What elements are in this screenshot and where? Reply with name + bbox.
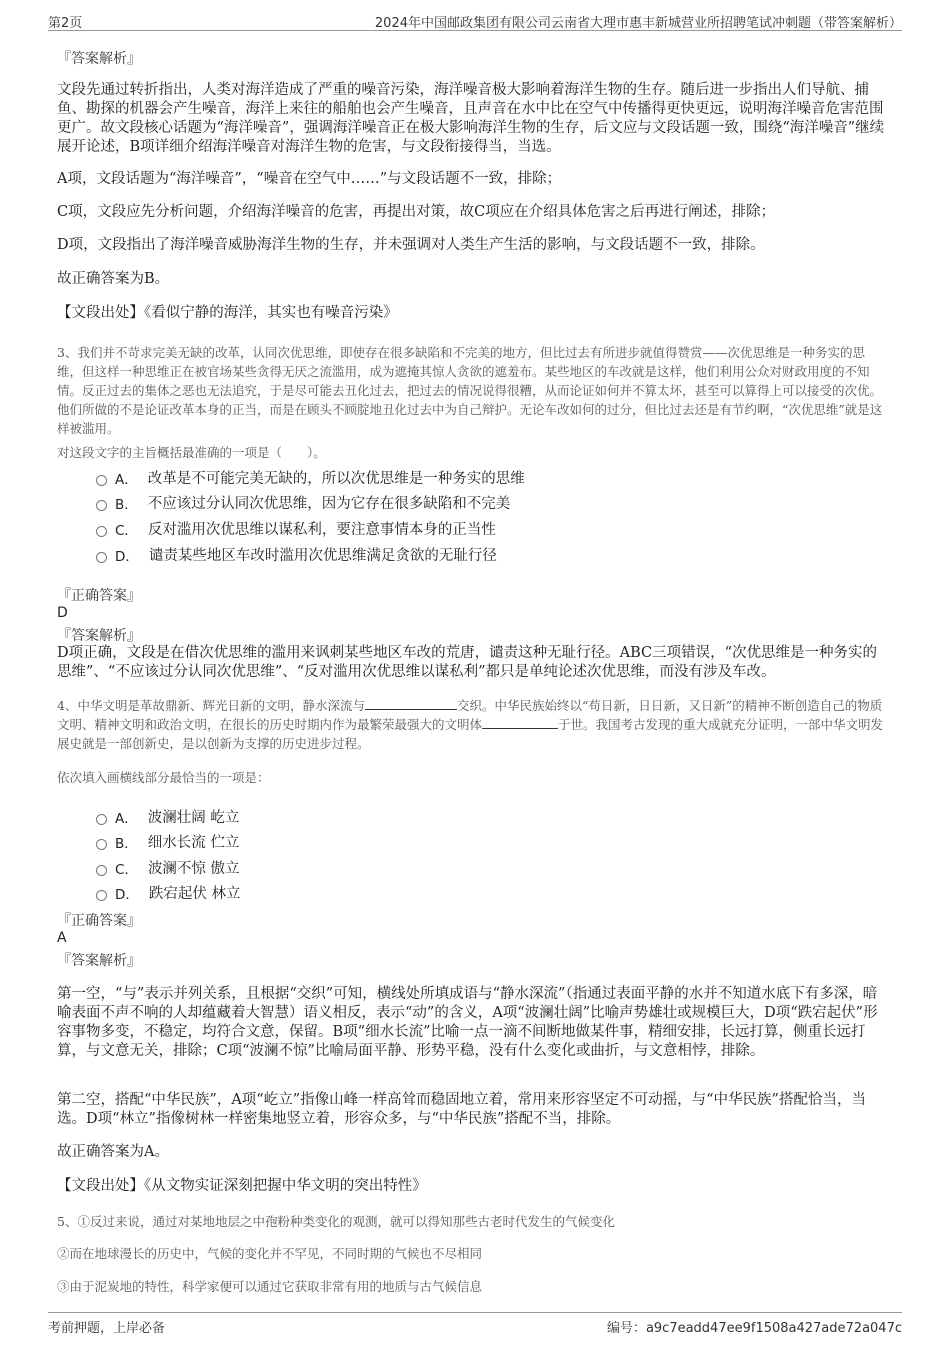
q3-analysis: D项正确，文段是在借次优思维的滥用来讽刺某些地区车改的荒唐，谴责这种无耻行径。ABC三项错误，“次优思维是一种务实的思维”、“不应该过分认同次优思维”、“反对滥用次优思维以谋私利”都只是单纯论述次优思维，而没有涉及车改。	[57, 645, 878, 680]
q2-option-c-analysis: C项，文段应先分析问题，介绍海洋噪音的危害，再提出对策，故C项应在介绍具体危害之后再进行阐述，排除；	[57, 204, 776, 220]
q5-sentence-1: 5、①反过来说，通过对某地地层之中孢粉种类变化的观测，就可以得知那些古老时代发生的气候变化	[57, 1214, 615, 1229]
page-header	[48, 8, 902, 31]
q4-option-c[interactable]: C． 波澜不惊 傲立	[96, 857, 240, 878]
page-number: 第2页	[48, 16, 83, 31]
q3-correct-answer: D	[57, 605, 68, 621]
q4-question: 依次填入画横线部分最恰当的一项是：	[57, 770, 270, 785]
radio-icon[interactable]	[96, 475, 107, 486]
q5-sentence-2: ②而在地球漫长的历史中，气候的变化并不罕见，不同时期的气候也不尽相同	[57, 1246, 483, 1261]
q5-sentence-3: ③由于泥炭地的特性，科学家便可以通过它获取非常有用的地质与古气候信息	[57, 1279, 483, 1294]
q3-option-d[interactable]: D． 谴责某些地区车改时滥用次优思维满足贪欲的无耻行径	[96, 544, 497, 565]
blank-line	[482, 716, 558, 729]
q2-source: 【文段出处】《看似宁静的海洋，其实也有噪音污染》	[57, 305, 398, 321]
document-title: 2024年中国邮政集团有限公司云南省大理市惠丰新城营业所招聘笔试冲刺题（带答案解析）	[374, 16, 902, 31]
radio-icon[interactable]	[96, 839, 107, 850]
q4-correct-label: 『正确答案』	[57, 913, 141, 929]
q4-analysis-second-blank: 第二空，搭配“中华民族”，A项“屹立”指像山峰一样高耸而稳固地立着，常用来形容坚定不可动摇，与“中华民族”搭配恰当，当选。D项“林立”指像树林一样密集地竖立着，形容众多，与“中华民族”搭配不当，排除。	[57, 1092, 866, 1127]
q3-correct-label: 『正确答案』	[57, 588, 141, 604]
q2-conclusion: 故正确答案为B。	[57, 271, 170, 287]
q3-option-b[interactable]: B． 不应该过分认同次优思维，因为它存在很多缺陷和不完美	[96, 492, 510, 513]
q3-stem: 3、我们并不苛求完美无缺的改革，认同次优思维，即使存在很多缺陷和不完美的地方，但比过去有所进步就值得赞赏——次优思维是一种务实的思维，但这样一种思维正在被官场某些贪得无厌之流滥用，成为遮掩其惊人贪欲的遮羞布。某些地区的车改就是这样，他们利用公众对财政用度的不知情。反正过去的集体之恶也无法追究，于是尽可能去丑化过去，把过去的情况说得很糟，从而论证如何并不算太坏，甚至可以算得上可以接受的次优。他们所做的不是论证改革本身的正当，而是在顾头不顾腚地丑化过去中为自己辩护。无论车改如何的过分，但比过去还是有节约啊，“次优思维”就是这样被滥用。	[57, 345, 883, 436]
q4-stem: 4、中华文明是革故鼎新、辉光日新的文明，静水深流与 交织。中华民族始终以“苟日新，日日新，又日新”的精神不断创造自己的物质文明、精神文明和政治文明，在很长的历史时期内作为最繁荣最强大的文明体 于世。我国考古发现的重大成就充分证明，一部中华文明发展史就是一部创新史，是以创新为支撑的历史进步过程。	[57, 698, 884, 751]
radio-icon[interactable]	[96, 500, 107, 511]
radio-icon[interactable]	[96, 552, 107, 563]
radio-icon[interactable]	[96, 890, 107, 901]
q4-option-d[interactable]: D． 跌宕起伏 林立	[96, 882, 241, 903]
radio-icon[interactable]	[96, 526, 107, 537]
document-id: 编号：a9c7eadd47ee9f1508a427ade72a047c	[606, 1321, 902, 1336]
q4-analysis-label: 『答案解析』	[57, 953, 141, 969]
radio-icon[interactable]	[96, 865, 107, 876]
q4-conclusion: 故正确答案为A。	[57, 1144, 169, 1160]
q4-option-a[interactable]: A． 波澜壮阔 屹立	[96, 806, 239, 827]
q2-option-d-analysis: D项，文段指出了海洋噪音威胁海洋生物的生存，并未强调对人类生产生活的影响，与文段话题不一致，排除。	[57, 237, 765, 253]
q4-source: 【文段出处】《从文物实证深刻把握中华文明的突出特性》	[57, 1178, 427, 1194]
q4-correct-answer: A	[57, 930, 67, 946]
q2-option-a-analysis: A项，文段话题为“海洋噪音”，“噪音在空气中……”与文段话题不一致，排除；	[57, 171, 562, 187]
radio-icon[interactable]	[96, 814, 107, 825]
q3-question: 对这段文字的主旨概括最准确的一项是（ ）。	[57, 445, 326, 460]
q4-option-b[interactable]: B． 细水长流 伫立	[96, 831, 239, 852]
q3-option-a[interactable]: A． 改革是不可能完美无缺的，所以次优思维是一种务实的思维	[96, 467, 525, 488]
q3-analysis-label: 『答案解析』	[57, 628, 141, 644]
blank-line	[365, 697, 457, 710]
q3-option-c[interactable]: C． 反对滥用次优思维以谋私利，要注意事情本身的正当性	[96, 518, 496, 539]
q2-analysis-paragraph: 文段先通过转折指出，人类对海洋造成了严重的噪音污染，海洋噪音极大影响着海洋生物的生存。随后进一步指出人们导航、捕鱼、勘探的机器会产生噪音，海洋上来往的船舶也会产生噪音，且声音在水中比在空气中传播得更快更远，说明海洋噪音危害范围更广。故文段核心话题为“海洋噪音”，强调海洋噪音正在极大影响海洋生物的生存，后文应与文段话题一致，围绕“海洋噪音”继续展开论述，B项详细介绍海洋噪音对海洋生物的危害，与文段衔接得当，当选。	[57, 82, 885, 155]
page-footer	[48, 1312, 902, 1337]
footer-slogan: 考前押题，上岸必备	[48, 1321, 166, 1336]
q2-analysis-label: 『答案解析』	[57, 51, 141, 67]
q4-analysis-first-blank: 第一空，“与”表示并列关系，且根据“交织”可知，横线处所填成语与“静水深流”（指通过表面平静的水并不知道水底下有多深，暗喻表面不声不响的人却蕴藏着大智慧）语义相反，表示“动”的含义，A项“波澜壮阔”比喻声势雄壮或规模巨大，D项“跌宕起伏”形容事物多变，不稳定，均符合文意，保留。B项“细水长流”比喻一点一滴不间断地做某件事，精细安排，长远打算，侧重长远打算，与文意无关，排除；C项“波澜不惊”比喻局面平静、形势平稳，没有什么变化或曲折，与文意相悖，排除。	[57, 986, 878, 1059]
